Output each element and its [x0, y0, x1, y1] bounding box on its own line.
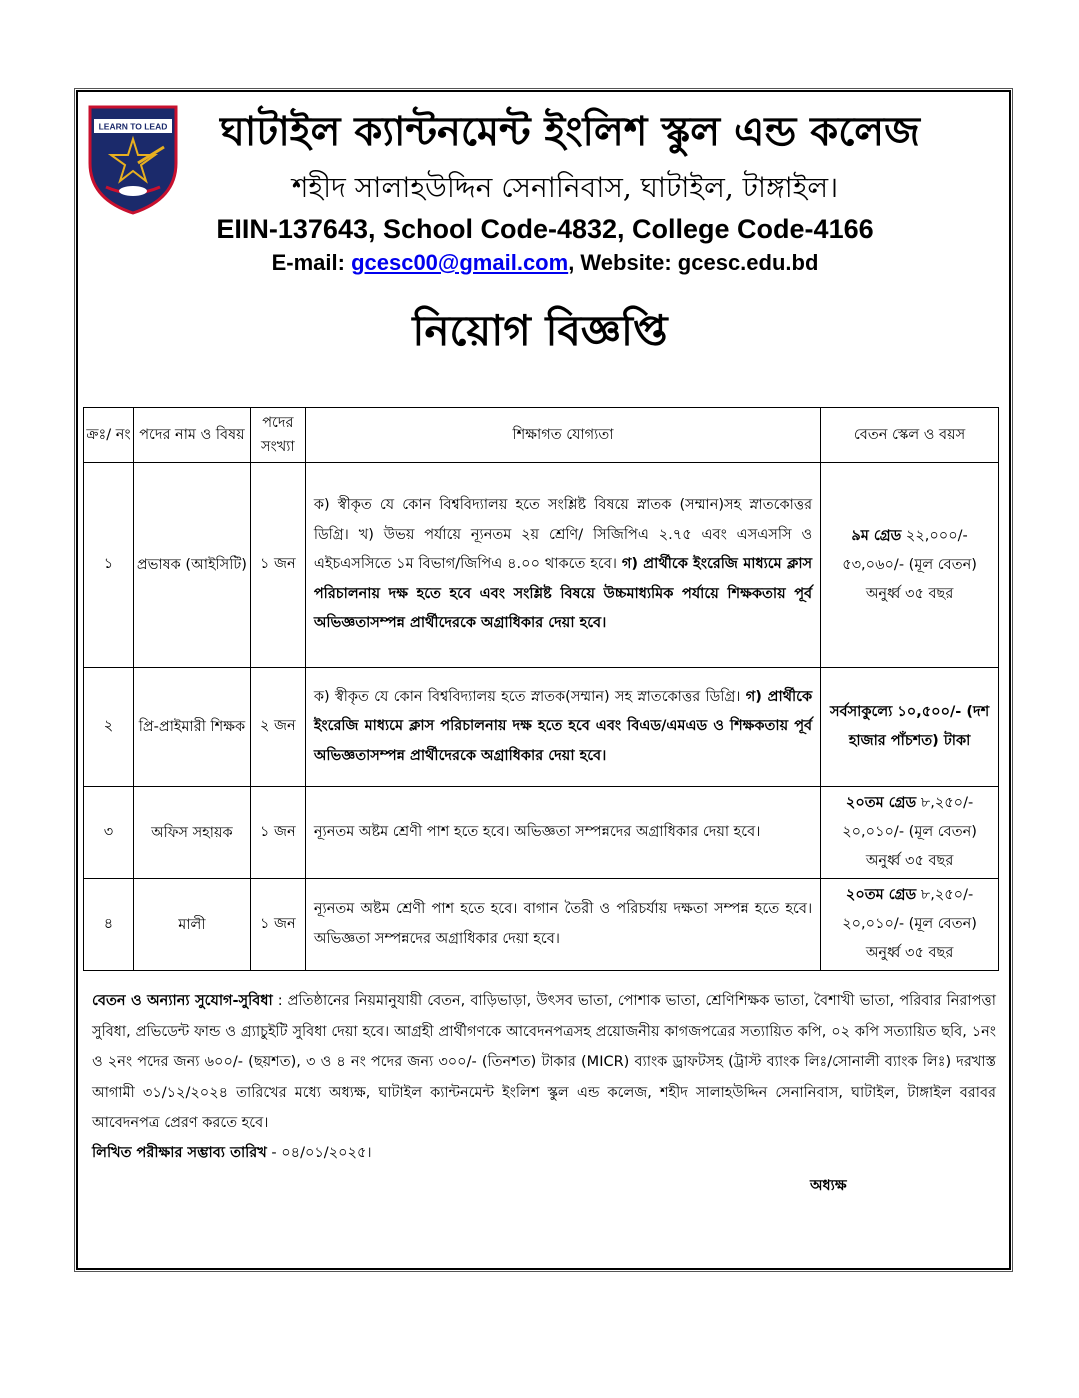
- table-header-row: [84, 408, 999, 463]
- benefits-paragraph: [92, 986, 996, 1139]
- cell-salary: [821, 787, 999, 879]
- benefits-text: : প্রতিষ্ঠানের নিয়মানুযায়ী বেতন, বাড়িভাড়া, উৎসব ভাতা, পোশাক ভাতা, শ্রেণিশিক্ষক ভাতা, বৈশাখী ভাতা, পরিবার নিরাপত্তা সুবিধা, প্রভিডেন্ট ফান্ড ও গ্র্যাচুইটি সুবিধা দেয়া হবে। আগ্রহী প্রার্থীগণকে আবেদনপত্রসহ প্রয়োজনীয় কাগজপত্রের সত্যায়িত কপি, ০২ কপি সত্যায়িত ছবি, ১নং ও ২নং পদের জন্য ৬০০/- (ছয়শত), ৩ ও ৪ নং পদের জন্য ৩০০/- (তিনশত) টাকার (MICR) ব্যাংক ড্রাফটসহ (ট্রাস্ট ব্যাংক লিঃ/সোনালী ব্যাংক লিঃ) দরখাস্ত আগামী ৩১/১২/২০২৪ তারিখের মধ্যে অধ্যক্ষ, ঘাটাইল ক্যান্টনমেন্ট ইংলিশ স্কুল এন্ড কলেজ, শহীদ সালাহউদ্দিন সেনানিবাস, ঘাটাইল, টাঙ্গাইল বরাবর আবেদনপত্র প্রেরণ করতে হবে।: [92, 993, 996, 1131]
- salary-grade: ২০তম গ্রেড: [845, 795, 917, 811]
- notice-title: নিয়োগ বিজ্ঞপ্তি: [412, 306, 668, 355]
- school-logo: [86, 103, 180, 215]
- cell-post: প্রি-প্রাইমারী শিক্ষক: [133, 668, 250, 787]
- exam-label: লিখিত পরীক্ষার সম্ভাব্য তারিখ: [92, 1145, 267, 1161]
- institution-name: ঘাটাইল ক্যান্টনমেন্ট ইংলিশ স্কুল এন্ড কলেজ: [220, 108, 920, 155]
- cell-salary: [821, 668, 999, 787]
- cell-count: ২ জন: [250, 668, 305, 787]
- institution-address: শহীদ সালাহউদ্দিন সেনানিবাস, ঘাটাইল, টাঙ্গাইল।: [291, 171, 839, 204]
- qualification-priority: গ) প্রার্থীকে ইংরেজি মাধ্যমে ক্লাস পরিচালনায় দক্ষ হতে হবে এবং সংশ্লিষ্ট বিষয়ে উচ্চমাধ্যমিক পর্যায়ে শিক্ষকতায় পূর্ব অভিজ্ঞতাসম্পন্ন প্রার্থীদেরকে অগ্রাধিকার দেয়া হবে।: [313, 556, 813, 632]
- cell-qualification: [305, 668, 820, 787]
- salary-grade: ২০তম গ্রেড: [845, 887, 917, 903]
- cell-salary: [821, 463, 999, 668]
- cell-count: ১ জন: [250, 787, 305, 879]
- cell-post: অফিস সহায়ক: [133, 787, 250, 879]
- header-qualification: শিক্ষাগত যোগ্যতা: [305, 408, 820, 463]
- cell-serial: ২: [84, 668, 134, 787]
- cell-qualification: [305, 787, 820, 879]
- cell-count: ১ জন: [250, 463, 305, 668]
- qualification-text: ক) স্বীকৃত যে কোন বিশ্ববিদ্যালয় হতে সংশ্লিষ্ট বিষয়ে স্নাতক (সম্মান)সহ স্নাতকোত্তর ডিগ্রি। খ) উভয় পর্যায়ে ন্যূনতম ২য় শ্রেণি/ সিজিপিএ ২.৭৫ এবং এসএসসি ও এইচএসসিতে ১ম বিভাগ/জিপিএ ৪.০০ থাকতে হবে।: [313, 497, 813, 573]
- salary-detail: ৮,২৫০/- ২০,০১০/- (মূল বেতন) অনুর্ধ্ব ৩৫ বছর: [842, 887, 977, 961]
- qualification-text: ন্যূনতম অষ্টম শ্রেণী পাশ হতে হবে। বাগান তৈরী ও পরিচর্যায় দক্ষতা সম্পন্ন হতে হবে। অভিজ্ঞতা সম্পন্নদের অগ্রাধিকার দেয়া হবে।: [313, 901, 813, 947]
- salary-grade: সর্বসাকুল্যে ১০,৫০০/- (দশ হাজার পাঁচশত) টাকা: [829, 704, 990, 749]
- table-row: [84, 879, 999, 971]
- cell-post: প্রভাষক (আইসিটি): [133, 463, 250, 668]
- salary-detail: ৮,২৫০/- ২০,০১০/- (মূল বেতন) অনুর্ধ্ব ৩৫ বছর: [842, 795, 977, 869]
- vacancy-table: [83, 407, 999, 971]
- table-row: [84, 463, 999, 668]
- cell-salary: [821, 879, 999, 971]
- cell-serial: ৩: [84, 787, 134, 879]
- salary-grade: ৯ম গ্রেড: [851, 527, 902, 544]
- cell-count: ১ জন: [250, 879, 305, 971]
- benefits-label: বেতন ও অন্যান্য সুযোগ-সুবিধা: [92, 993, 273, 1009]
- table-row: [84, 668, 999, 787]
- website-text: , Website: gcesc.edu.bd: [568, 250, 819, 275]
- qualification-text: ক) স্বীকৃত যে কোন বিশ্ববিদ্যালয় হতে স্নাতক(সম্মান) সহ স্নাতকোত্তর ডিগ্রি।: [313, 688, 741, 705]
- exam-date: - ০৪/০১/২০২৫।: [266, 1145, 372, 1161]
- svg-text:LEARN TO LEAD: LEARN TO LEAD: [98, 121, 168, 132]
- cell-serial: ১: [84, 463, 134, 668]
- cell-qualification: [305, 463, 820, 668]
- contact-line: [110, 250, 980, 276]
- email-link[interactable]: gcesc00@gmail.com: [351, 250, 569, 275]
- header-post: পদের নাম ও বিষয়: [133, 408, 250, 463]
- header-serial: ক্রঃ/ নং: [84, 408, 134, 463]
- cell-serial: ৪: [84, 879, 134, 971]
- exam-date-line: [92, 1142, 372, 1166]
- salary-detail: ২২,০০০/- ৫৩,০৬০/- (মূল বেতন) অনুর্ধ্ব ৩৫ বছর: [842, 527, 977, 602]
- cell-qualification: [305, 879, 820, 971]
- cell-post: মালী: [133, 879, 250, 971]
- institution-codes: EIIN-137643, School Code-4832, College Code-4166: [216, 214, 874, 244]
- table-row: [84, 787, 999, 879]
- principal-signature: অধ্যক্ষ: [810, 1178, 847, 1194]
- qualification-text: ন্যূনতম অষ্টম শ্রেণী পাশ হতে হবে। অভিজ্ঞতা সম্পন্নদের অগ্রাধিকার দেয়া হবে।: [313, 823, 761, 840]
- qualification-priority: গ) প্রার্থীকে ইংরেজি মাধ্যমে ক্লাস পরিচালনায় দক্ষ হতে হবে এবং বিএড/এমএড ও শিক্ষকতায় পূর্ব অভিজ্ঞতাসম্পন্ন প্রার্থীদেরকে অগ্রাধিকার দেয়া হবে।: [313, 688, 813, 764]
- header-count: পদের সংখ্যা: [250, 408, 305, 463]
- header-salary: বেতন স্কেল ও বয়স: [821, 408, 999, 463]
- email-label: E-mail:: [271, 250, 352, 275]
